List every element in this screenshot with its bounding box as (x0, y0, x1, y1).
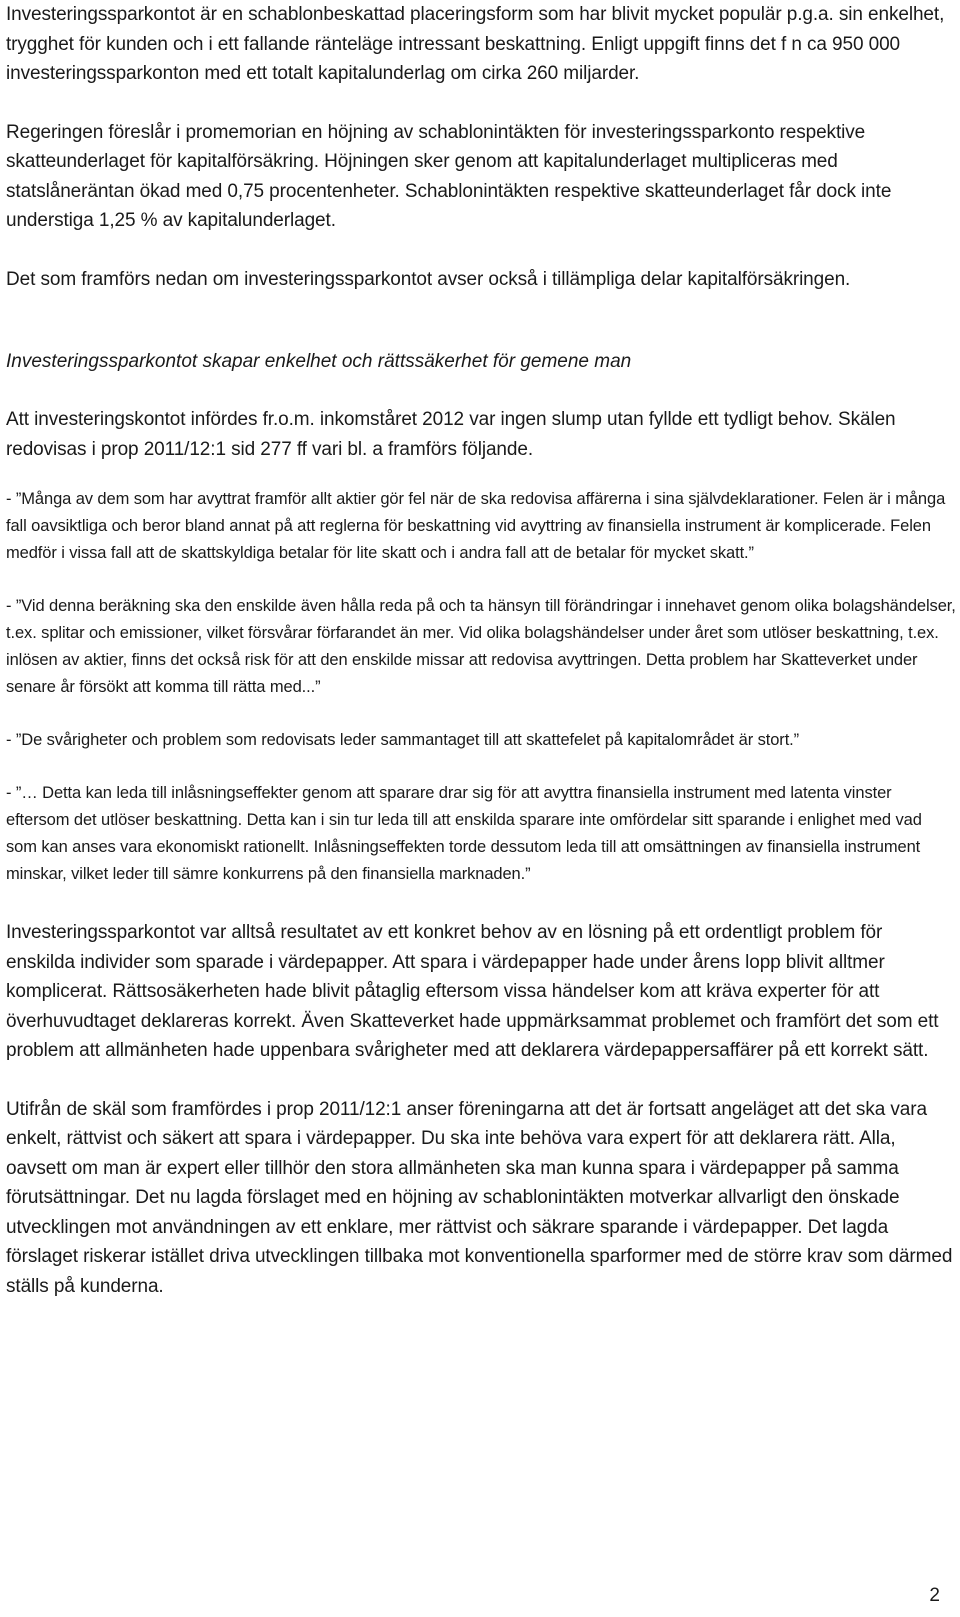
quote-3: - ”De svårigheter och problem som redovisats leder sammantaget till att skattefelet på kapitalområdet är stort.” (6, 731, 800, 749)
background-paragraph: Att investeringskontot infördes fr.o.m. inkomståret 2012 var ingen slump utan fyllde ett tydligt behov. Skälen redovisas i prop 2011/12:1 sid 277 ff vari bl. a framförs följande. (6, 409, 896, 460)
page-number: 2 (929, 1585, 940, 1606)
quote-2: - ”Vid denna beräkning ska den enskilde även hålla reda på och ta hänsyn till förändringar i innehavet genom olika bolagshändelser, t.ex. splitar och emissioner, vilket försvårar förfarandet än mer. Vid olika bolagshändelser under året som utlöser beskattning, t.ex. inlösen av aktier, finns det också risk för att den enskilde missar att redovisa avyttringen. Detta problem har Skatteverket under senare år försökt att komma till rätta med...” (6, 597, 956, 696)
closing-paragraph: Utifrån de skäl som framfördes i prop 2011/12:1 anser föreningarna att det är fortsatt angeläget att det ska vara enkelt, rättvist och säkert att spara i värdepapper. Du ska inte behöva vara expert för att deklarera rätt. Alla, oavsett om man är expert eller tillhör den stora allmänheten ska man kunna spara i värdepapper på samma förutsättningar. Det nu lagda förslaget med en höjning av schablonintäkten motverkar allvarligt den önskade utvecklingen mot användningen av ett enklare, mer rättvist och säkrare sparande i värdepapper. Det lagda förslaget riskerar istället driva utvecklingen tillbaka mot konventionella sparformer med de större krav som därmed ställs på kunderna. (6, 1098, 953, 1297)
scope-paragraph: Det som framförs nedan om investeringssparkontot avser också i tillämpliga delar kapitalförsäkringen. (6, 268, 851, 290)
quote-1: - ”Många av dem som har avyttrat framför allt aktier gör fel när de ska redovisa affärerna i sina självdeklarationer. Felen är i många fall oavsiktliga och beror bland annat på att reglerna för beskattning vid avyttring av finansiella instrument är komplicerade. Felen medför i vissa fall att de skattskyldiga betalar för lite skatt och i andra fall att de betalar för mycket skatt.” (6, 490, 946, 562)
proposal-paragraph: Regeringen föreslår i promemorian en höjning av schablonintäkten för investeringssparkonto respektive skatteunderlaget för kapitalförsäkring. Höjningen sker genom att kapitalunderlaget multipliceras med statslåneräntan ökad med 0,75 procentenheter. Schablonintäkten respektive skatteunderlaget får dock inte understiga 1,25 % av kapitalunderlaget. (6, 121, 892, 231)
section-heading: Investeringssparkontot skapar enkelhet och rättssäkerhet för gemene man (6, 351, 632, 372)
intro-paragraph: Investeringssparkontot är en schablonbeskattad placeringsform som har blivit mycket populär p.g.a. sin enkelhet, trygghet för kunden och i ett fallande ränteläge intressant beskattning. Enligt uppgift finns det f n ca 950 000 investeringssparkonton med ett totalt kapitalunderlag om cirka 260 miljarder. (6, 4, 945, 84)
document-page (6, 0, 956, 1301)
conclusion-paragraph: Investeringssparkontot var alltså resultatet av ett konkret behov av en lösning på ett ordentligt problem för enskilda individer som sparade i värdepapper. Att spara i värdepapper hade under årens lopp blivit alltmer komplicerat. Rättsosäkerheten hade blivit påtaglig eftersom vissa händelser kom att kräva experter för att överhuvudtaget deklareras korrekt. Även Skatteverket hade uppmärksammat problemet och framfört det som ett problem att allmänheten hade uppenbara svårigheter med att deklarera värdepappersaffärer på ett korrekt sätt. (6, 922, 939, 1061)
quote-4: - ”… Detta kan leda till inlåsningseffekter genom att sparare drar sig för att avyttra finansiella instrument med latenta vinster eftersom det utlöser beskattning. Detta kan i sin tur leda till att enskilda sparare inte omfördelar sitt sparande i enlighet med vad som kan anses vara ekonomiskt rationellt. Inlåsningseffekten torde dessutom leda till att omsättningen av finansiella instrument minskar, vilket leder till sämre konkurrens på den finansiella marknaden.” (6, 784, 922, 883)
